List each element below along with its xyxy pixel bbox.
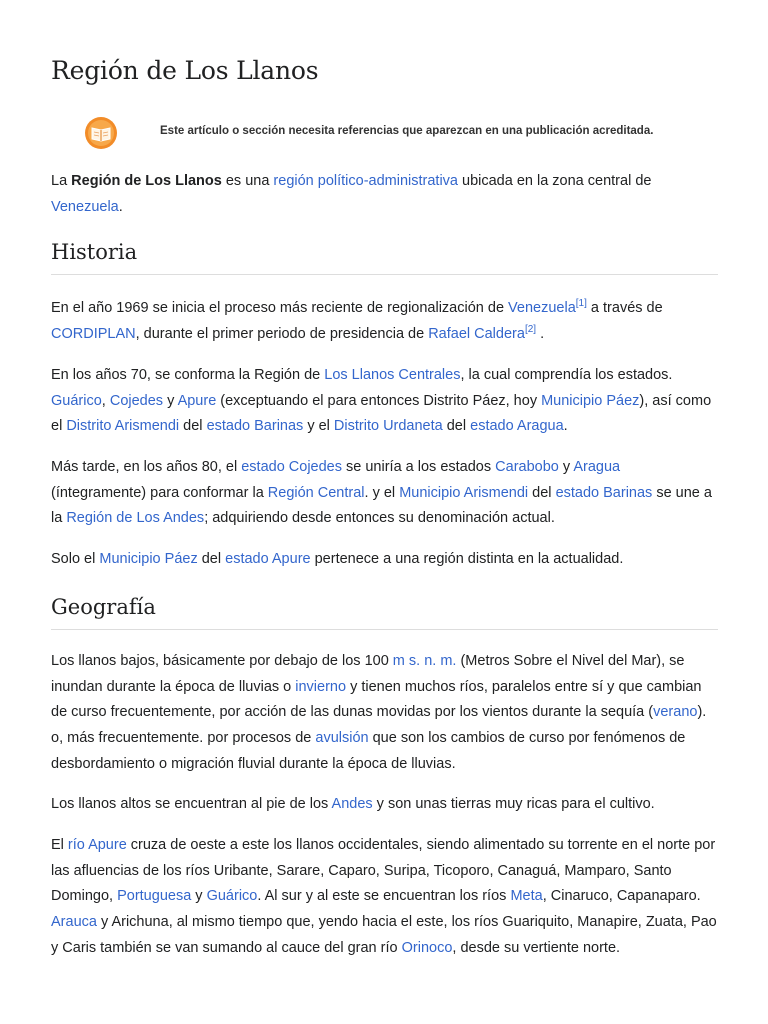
link-guarico[interactable]: Guárico (206, 888, 258, 905)
link-municipio-paez[interactable]: Municipio Páez (99, 551, 198, 567)
historia-paragraph-2: En los años 70, se conforma la Región de Los Llanos Centrales, la cual comprendía los estados. Guárico, Cojedes y Apure (exceptuando el para entonces Distrito Páez, hoy Municipio Páez), así como el Distrito Arismendi del estado Barinas y el Distrito Urdaneta del estado Aragua. (51, 367, 712, 435)
link-invierno[interactable]: invierno (295, 678, 347, 695)
link-orinoco[interactable]: Orinoco (401, 939, 453, 956)
link-region-de-los-andes[interactable]: Región de Los Andes (66, 510, 205, 527)
reference-link[interactable]: [1] (575, 298, 587, 310)
link-aragua[interactable]: Aragua (573, 459, 621, 475)
geografia-paragraph-1: Los llanos bajos, básicamente por debajo de los 100 m s. n. m. (Metros Sobre el Nivel del Mar), se inundan durante la época de lluvias o invierno y tienen muchos ríos, paralelos entre sí y que cambian de curso frecuentemente, por acción de las dunas movidas por los vientos durante la sequía (verano). o, más frecuentemente. por procesos de avulsión que son los cambios de curso por fenómenos de desbordamiento o migración fluvial durante la época de lluvias. (51, 653, 707, 772)
link-venezuela[interactable]: Venezuela (508, 300, 576, 316)
notice-text: Este artículo o sección necesita referencias que aparezcan en una publicación acreditada. (160, 125, 654, 137)
link-rio-apure[interactable]: río Apure (67, 837, 127, 853)
historia-paragraph-4: Solo el Municipio Páez del estado Apure pertenece a una región distinta en la actualidad. (51, 551, 624, 567)
link-region-central[interactable]: Región Central (267, 484, 365, 501)
link-venezuela[interactable]: Venezuela (51, 198, 119, 215)
link-distrito-urdaneta[interactable]: Distrito Urdaneta (333, 418, 443, 435)
link-verano[interactable]: verano (653, 704, 698, 721)
link-avulsion[interactable]: avulsión (315, 730, 369, 747)
link-cojedes[interactable]: Cojedes (109, 392, 164, 409)
link-portuguesa[interactable]: Portuguesa (117, 888, 192, 905)
link-estado-barinas[interactable]: estado Barinas (555, 484, 653, 501)
link-msnm[interactable]: m s. n. m. (392, 653, 457, 669)
book-icon (84, 116, 118, 150)
link-carabobo[interactable]: Carabobo (495, 459, 559, 475)
section-heading-historia: Historia (51, 240, 718, 275)
link-estado-aragua[interactable]: estado Aragua (470, 418, 564, 435)
link-municipio-paez[interactable]: Municipio Páez (541, 392, 640, 409)
link-meta[interactable]: Meta (510, 888, 543, 905)
link-apure[interactable]: Apure (177, 392, 217, 409)
link-rafael-caldera[interactable]: Rafael Caldera (428, 325, 525, 342)
link-distrito-arismendi[interactable]: Distrito Arismendi (66, 418, 180, 435)
link-estado-cojedes[interactable]: estado Cojedes (241, 459, 342, 475)
intro-paragraph: La Región de Los Llanos es una región político-administrativa ubicada en la zona central de Venezuela. (51, 173, 652, 215)
historia-paragraph-1: En el año 1969 se inicia el proceso más reciente de regionalización de Venezuela[1] a través de CORDIPLAN, durante el primer periodo de presidencia de Rafael Caldera[2] . (51, 298, 663, 342)
link-cordiplan[interactable]: CORDIPLAN (51, 325, 136, 342)
link-andes[interactable]: Andes (331, 796, 373, 812)
geografia-paragraph-2: Los llanos altos se encuentran al pie de los Andes y son unas tierras muy ricas para el cultivo. (51, 796, 655, 812)
link-estado-apure[interactable]: estado Apure (225, 551, 311, 567)
link-region-politico[interactable]: región político-administrativa (273, 173, 458, 189)
link-municipio-arismendi[interactable]: Municipio Arismendi (399, 484, 529, 501)
reference-link[interactable]: [2] (524, 323, 537, 335)
link-guarico[interactable]: Guárico (51, 392, 102, 409)
section-heading-geografia: Geografía (51, 595, 718, 630)
geografia-paragraph-3: El río Apure cruza de oeste a este los llanos occidentales, siendo alimentado su torrente en el norte por las afluencias de los ríos Uribante, Sarare, Caparo, Suripa, Ticoporo, Canaguá, Mamparo, Santo Domingo, Portuguesa y Guárico. Al sur y al este se encuentran los ríos Meta, Cinaruco, Capanaparo. Arauca y Arichuna, al mismo tiempo que, yendo hacia el este, los ríos Guariquito, Manapire, Zuata, Pao y Caris también se van sumando al cauce del gran río Orinoco, desde su vertiente norte. (51, 837, 717, 956)
link-los-llanos-centrales[interactable]: Los Llanos Centrales (324, 367, 461, 383)
link-arauca[interactable]: Arauca (51, 914, 97, 931)
reference-notice (51, 114, 718, 154)
link-estado-barinas[interactable]: estado Barinas (206, 418, 304, 435)
historia-paragraph-3: Más tarde, en los años 80, el estado Cojedes se uniría a los estados Carabobo y Aragua (íntegramente) para conformar la Región Central. y el Municipio Arismendi del estado Barinas se une a la Región de Los Andes; adquiriendo desde entonces su denominación actual. (51, 459, 712, 527)
page-title: Región de Los Llanos (51, 56, 319, 85)
bold-term: Región de Los Llanos (71, 173, 222, 189)
